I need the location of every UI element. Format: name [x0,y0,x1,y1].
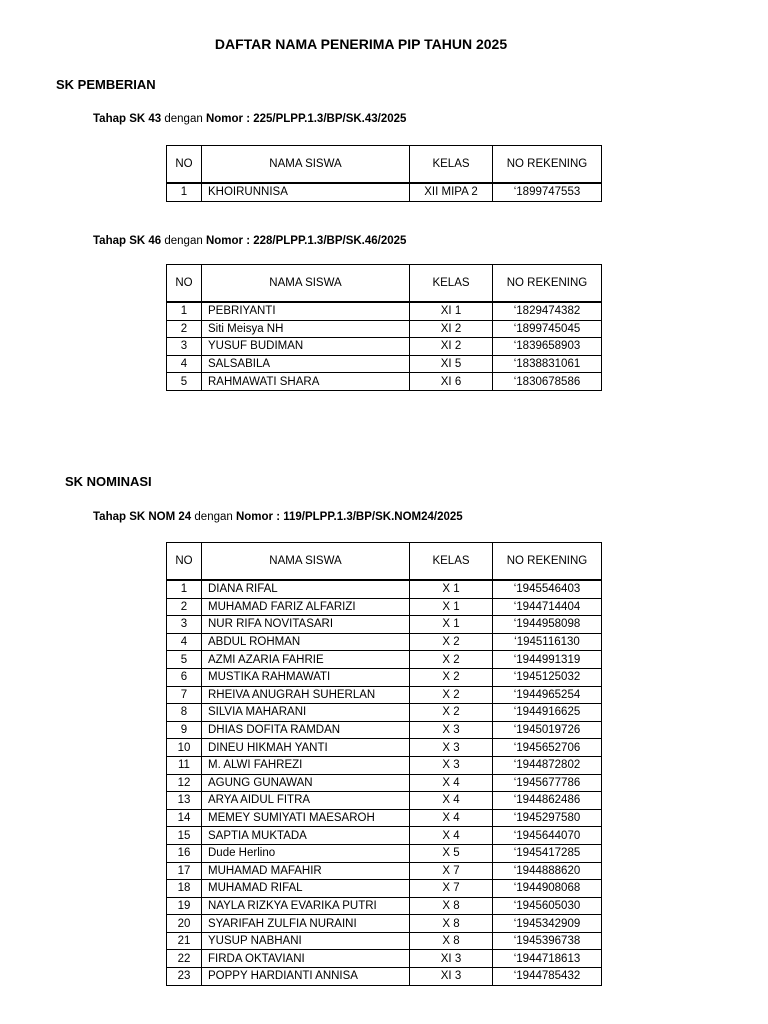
cell-account: ‘1945677786 [493,774,602,792]
cell-account: ‘1945417285 [493,844,602,862]
cell-no: 3 [167,338,202,356]
table-header-row [167,543,602,581]
section-heading-pemberian: SK PEMBERIAN [56,77,156,92]
cell-no: 2 [167,320,202,338]
cell-name: MUSTIKA RAHMAWATI [202,668,410,686]
cell-no: 13 [167,792,202,810]
cell-account: ‘1945396738 [493,932,602,950]
cell-no: 18 [167,880,202,898]
cell-account: ‘1945297580 [493,809,602,827]
cell-no: 5 [167,373,202,391]
cell-name: KHOIRUNNISA [202,183,410,201]
cell-account: ‘1838831061 [493,355,602,373]
stage-connector: dengan [191,511,236,523]
stage-number: Nomor : 119/PLPP.1.3/BP/SK.NOM24/2025 [235,511,463,523]
table-row [167,668,602,686]
cell-account: ‘1944785432 [493,968,602,986]
cell-name: MUHAMAD RIFAL [202,880,410,898]
cell-name: FIRDA OKTAVIANI [202,950,410,968]
cell-no: 10 [167,739,202,757]
cell-name: MUHAMAD MAFAHIR [202,862,410,880]
cell-account: ‘1945652706 [493,739,602,757]
cell-account: ‘1944714404 [493,598,602,616]
stage-caption-sk43 [93,113,406,125]
cell-name: PEBRIYANTI [202,302,410,320]
cell-no: 5 [167,651,202,669]
table-row [167,633,602,651]
cell-no: 1 [167,183,202,201]
cell-class: XI 2 [410,338,493,356]
cell-name: M. ALWI FAHREZI [202,756,410,774]
cell-no: 22 [167,950,202,968]
table-row [167,651,602,669]
cell-account: ‘1944718613 [493,950,602,968]
table-row [167,616,602,634]
cell-account: ‘1944908068 [493,880,602,898]
cell-account: ‘1945116130 [493,633,602,651]
cell-class: X 1 [410,616,493,634]
cell-class: X 8 [410,915,493,933]
cell-no: 4 [167,633,202,651]
cell-name: MUHAMAD FARIZ ALFARIZI [202,598,410,616]
cell-name: DIANA RIFAL [202,580,410,598]
recipients-table-sk43 [166,145,602,202]
cell-no: 16 [167,844,202,862]
cell-class: X 8 [410,897,493,915]
stage-connector: dengan [161,235,206,247]
stage-caption-sk46 [93,235,406,247]
table-row [167,686,602,704]
cell-no: 14 [167,809,202,827]
cell-class: X 3 [410,721,493,739]
stage-label: Tahap SK 43 [93,113,162,125]
cell-account: ‘1944862486 [493,792,602,810]
cell-class: X 1 [410,598,493,616]
stage-number: Nomor : 228/PLPP.1.3/BP/SK.46/2025 [205,235,407,247]
cell-class: X 2 [410,651,493,669]
cell-class: X 1 [410,580,493,598]
table-row [167,950,602,968]
cell-class: X 8 [410,932,493,950]
cell-class: X 2 [410,633,493,651]
cell-no: 1 [167,580,202,598]
cell-name: SALSABILA [202,355,410,373]
table-row [167,968,602,986]
cell-name: SILVIA MAHARANI [202,704,410,722]
table-row [167,792,602,810]
header-no: NO [167,146,202,184]
cell-no: 11 [167,756,202,774]
stage-connector: dengan [161,113,206,125]
cell-name: YUSUF BUDIMAN [202,338,410,356]
cell-account: ‘1945019726 [493,721,602,739]
table-row [167,862,602,880]
table-row [167,183,602,201]
section-heading-nominasi: SK NOMINASI [65,474,152,489]
cell-account: ‘1944888620 [493,862,602,880]
cell-no: 12 [167,774,202,792]
cell-no: 21 [167,932,202,950]
cell-class: X 2 [410,686,493,704]
header-name: NAMA SISWA [202,265,410,303]
stage-caption-nom24 [93,511,463,523]
cell-account: ‘1839658903 [493,338,602,356]
cell-name: Dude Herlino [202,844,410,862]
table-row [167,302,602,320]
header-no: NO [167,265,202,303]
cell-class: XI 5 [410,355,493,373]
cell-no: 4 [167,355,202,373]
cell-class: XI 6 [410,373,493,391]
cell-no: 1 [167,302,202,320]
stage-label: Tahap SK NOM 24 [93,511,192,523]
cell-name: SYARIFAH ZULFIA NURAINI [202,915,410,933]
cell-name: RHEIVA ANUGRAH SUHERLAN [202,686,410,704]
stage-number: Nomor : 225/PLPP.1.3/BP/SK.43/2025 [205,113,407,125]
cell-account: ‘1899747553 [493,183,602,201]
cell-class: X 4 [410,774,493,792]
cell-account: ‘1945342909 [493,915,602,933]
cell-no: 19 [167,897,202,915]
table-row [167,704,602,722]
recipients-table-nom24 [166,542,602,986]
cell-class: X 3 [410,739,493,757]
cell-no: 17 [167,862,202,880]
cell-class: XI 1 [410,302,493,320]
table-header-row [167,265,602,303]
cell-class: X 7 [410,880,493,898]
cell-name: NUR RIFA NOVITASARI [202,616,410,634]
cell-class: X 2 [410,704,493,722]
header-class: KELAS [410,543,493,581]
cell-no: 23 [167,968,202,986]
cell-class: X 5 [410,844,493,862]
cell-name: AGUNG GUNAWAN [202,774,410,792]
table-row [167,580,602,598]
cell-no: 2 [167,598,202,616]
cell-class: X 4 [410,827,493,845]
table-row [167,721,602,739]
cell-class: XII MIPA 2 [410,183,493,201]
cell-class: XI 3 [410,968,493,986]
cell-account: ‘1944916625 [493,704,602,722]
cell-name: MEMEY SUMIYATI MAESAROH [202,809,410,827]
cell-name: RAHMAWATI SHARA [202,373,410,391]
cell-no: 15 [167,827,202,845]
cell-class: X 3 [410,756,493,774]
cell-account: ‘1899745045 [493,320,602,338]
table-row [167,844,602,862]
table-row [167,756,602,774]
cell-no: 9 [167,721,202,739]
cell-name: ABDUL ROHMAN [202,633,410,651]
table-row [167,809,602,827]
table-row [167,373,602,391]
cell-name: AZMI AZARIA FAHRIE [202,651,410,669]
header-account: NO REKENING [493,265,602,303]
table-row [167,880,602,898]
cell-name: Siti Meisya NH [202,320,410,338]
cell-name: YUSUP NABHANI [202,932,410,950]
cell-class: XI 2 [410,320,493,338]
table-row [167,827,602,845]
table-row [167,774,602,792]
cell-class: XI 3 [410,950,493,968]
table-row [167,355,602,373]
header-account: NO REKENING [493,543,602,581]
recipients-table-sk46 [166,264,602,391]
table-row [167,932,602,950]
table-row [167,338,602,356]
cell-class: X 7 [410,862,493,880]
cell-account: ‘1944965254 [493,686,602,704]
cell-account: ‘1829474382 [493,302,602,320]
table-row [167,739,602,757]
header-class: KELAS [410,265,493,303]
cell-account: ‘1945644070 [493,827,602,845]
cell-no: 20 [167,915,202,933]
page-title: DAFTAR NAMA PENERIMA PIP TAHUN 2025 [214,36,508,52]
table-row [167,320,602,338]
cell-account: ‘1945605030 [493,897,602,915]
cell-name: ARYA AIDUL FITRA [202,792,410,810]
header-class: KELAS [410,146,493,184]
cell-account: ‘1944872802 [493,756,602,774]
header-no: NO [167,543,202,581]
table-row [167,598,602,616]
cell-no: 7 [167,686,202,704]
header-account: NO REKENING [493,146,602,184]
cell-class: X 2 [410,668,493,686]
cell-no: 6 [167,668,202,686]
cell-name: NAYLA RIZKYA EVARIKA PUTRI [202,897,410,915]
table-row [167,897,602,915]
cell-name: DINEU HIKMAH YANTI [202,739,410,757]
cell-name: DHIAS DOFITA RAMDAN [202,721,410,739]
cell-class: X 4 [410,809,493,827]
cell-no: 3 [167,616,202,634]
cell-account: ‘1830678586 [493,373,602,391]
stage-label: Tahap SK 46 [93,235,162,247]
header-name: NAMA SISWA [202,146,410,184]
cell-class: X 4 [410,792,493,810]
cell-name: POPPY HARDIANTI ANNISA [202,968,410,986]
cell-name: SAPTIA MUKTADA [202,827,410,845]
header-name: NAMA SISWA [202,543,410,581]
cell-account: ‘1945125032 [493,668,602,686]
table-header-row [167,146,602,184]
table-row [167,915,602,933]
cell-no: 8 [167,704,202,722]
cell-account: ‘1944958098 [493,616,602,634]
cell-account: ‘1945546403 [493,580,602,598]
cell-account: ‘1944991319 [493,651,602,669]
